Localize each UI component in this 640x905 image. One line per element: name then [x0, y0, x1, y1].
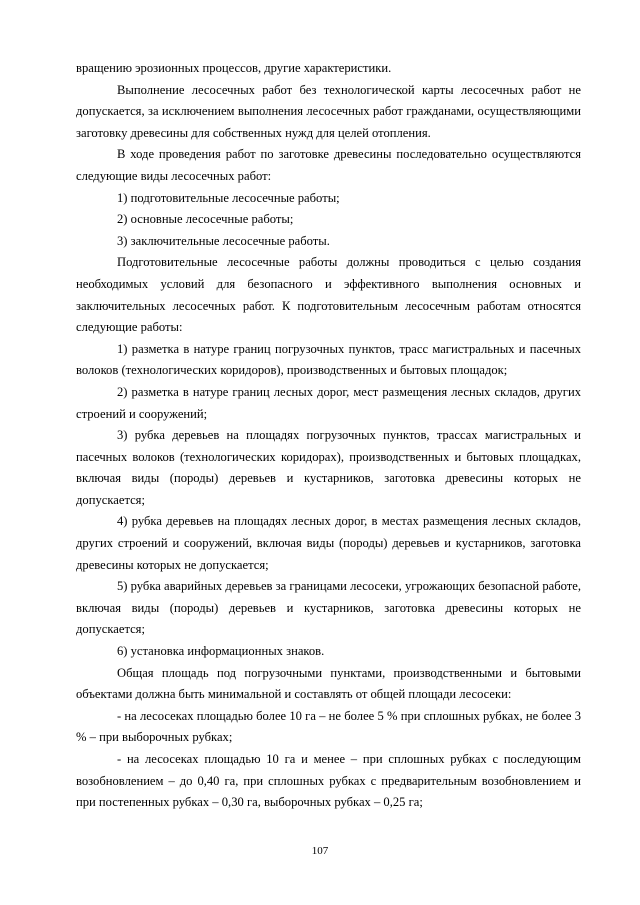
page-number: 107 [311, 845, 329, 857]
list-item-3: 3) заключительные лесосечные работы. [117, 233, 330, 248]
list-item-7: 4) рубка деревьев на площадях лесных дорог, в местах размещения лесных складов, других строений и сооружений, включая виды (породы) деревьев и кустарников, заготовка древесины которых не допускается; [76, 514, 581, 572]
list-item-1: 1) подготовительные лесосечные работы; [117, 190, 340, 205]
list-item-6: 3) рубка деревьев на площадях погрузочных пунктов, трассах магистральных и пасечных волоков (технологических коридорах), производственных и бытовых площадках, включая виды (породы) деревьев и кустарников, заготовка древесины которых не допускается; [76, 428, 581, 507]
paragraph-1: вращению эрозионных процессов, другие характеристики. [76, 61, 392, 75]
list-item-8: 5) рубка аварийных деревьев за границами лесосеки, угрожающих безопасной работе, включая виды (породы) деревьев и кустарников, заготовка древесины которых не допускается; [76, 579, 581, 637]
list-item-5: 2) разметка в натуре границ лесных дорог, мест размещения лесных складов, других строений и сооружений; [76, 384, 581, 421]
document-body [76, 58, 581, 814]
list-item-4: 1) разметка в натуре границ погрузочных пунктов, трасс магистральных и пасечных волоков (технологических коридоров), производственных и бытовых площадок; [76, 341, 581, 378]
paragraph-5: Общая площадь под погрузочными пунктами, производственными и бытовыми объектами должна быть минимальной и составлять от общей площади лесосеки: [76, 665, 581, 702]
list-item-2: 2) основные лесосечные работы; [117, 212, 294, 227]
paragraph-2: Выполнение лесосечных работ без технологической карты лесосечных работ не допускается, за исключением выполнения лесосечных работ гражданами, осуществляющими заготовку древесины для собственных нужд для целей отопления. [76, 82, 581, 140]
list-item-9: 6) установка информационных знаков. [117, 644, 325, 659]
paragraph-3: В ходе проведения работ по заготовке древесины последовательно осуществляются следующие виды лесосечных работ: [76, 147, 581, 183]
bullet-item-1: - на лесосеках площадью более 10 га – не более 5 % при сплошных рубках, не более 3 % – при выборочных рубках; [76, 708, 581, 745]
bullet-item-2: - на лесосеках площадью 10 га и менее – при сплошных рубках с последующим возобновлением – до 0,40 га, при сплошных рубках с предварительным возобновлением и при постепенных рубках – 0,30 га, выборочных рубках – 0,25 га; [76, 752, 581, 810]
paragraph-4: Подготовительные лесосечные работы должны проводиться с целью создания необходимых условий для безопасного и эффективного выполнения основных и заключительных лесосечных работ. К подготовительным лесосечным работам относятся следующие работы: [76, 255, 581, 335]
